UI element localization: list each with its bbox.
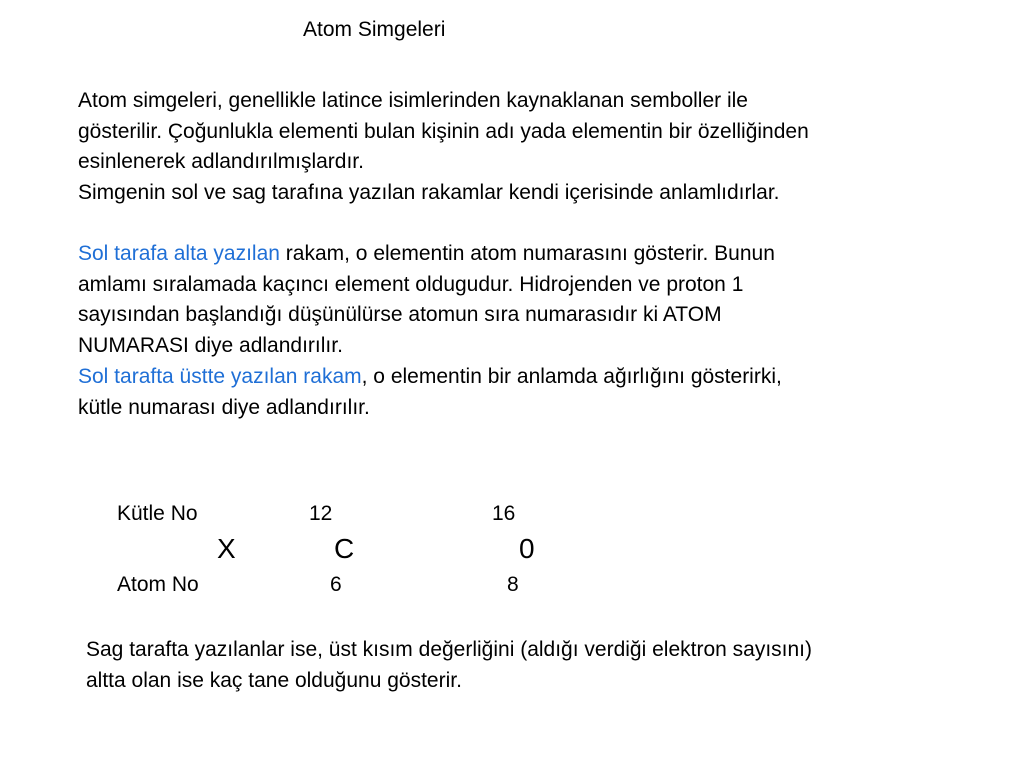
mass-number-line-1-rest: , o elementin bir anlamda ağırlığını gösterirki,: [361, 365, 782, 388]
oxygen-symbol: 0: [519, 533, 535, 564]
mass-number-paragraph: [78, 362, 978, 423]
atom-number-highlight: Sol tarafa alta yazılan: [78, 242, 280, 265]
atom-number-line-1: [78, 239, 978, 270]
page-title: Atom Simgeleri: [303, 18, 446, 41]
atomic-number-label: Atom No: [117, 573, 199, 596]
mass-number-line-1: [78, 362, 978, 393]
intro-line-4: Simgenin sol ve sag tarafına yazılan rakamlar kendi içerisinde anlamlıdırlar.: [78, 180, 780, 204]
atom-number-paragraph: [78, 239, 978, 361]
atom-number-line-1-rest: rakam, o elementin atom numarasını gösterir. Bunun: [279, 242, 775, 265]
oxygen-mass-number: 16: [492, 502, 516, 525]
atom-number-line-2: amlamı sıralamada kaçıncı element oldugudur. Hidrojenden ve proton 1: [78, 272, 744, 296]
carbon-atomic-number: 6: [330, 573, 342, 596]
intro-line-1: Atom simgeleri, genellikle latince isimlerinden kaynaklanan semboller ile: [78, 89, 748, 112]
intro-paragraph: [78, 86, 978, 208]
mass-number-line-2: kütle numarası diye adlandırılır.: [78, 395, 370, 419]
mass-number-label: Kütle No: [117, 502, 198, 525]
mass-number-highlight: Sol tarafta üstte yazılan rakam: [78, 365, 362, 388]
atom-number-line-3: sayısından başlandığı düşünülürse atomun sıra numarasıdır ki ATOM: [78, 303, 722, 327]
intro-line-2: gösterilir. Çoğunlukla elementi bulan kişinin adı yada elementin bir özelliğinden: [78, 119, 809, 143]
footer-paragraph: [86, 634, 1006, 696]
carbon-mass-number: 12: [309, 502, 333, 525]
atom-number-line-4: NUMARASI diye adlandırılır.: [78, 333, 343, 357]
intro-line-3: esinlenerek adlandırılmışlardır.: [78, 150, 364, 174]
carbon-symbol: C: [334, 533, 355, 564]
footer-line-1: Sag tarafta yazılanlar ise, üst kısım değerliğini (aldığı verdiği elektron sayısını): [86, 638, 812, 661]
oxygen-atomic-number: 8: [507, 573, 519, 596]
footer-line-2: altta olan ise kaç tane olduğunu gösterir.: [86, 669, 462, 692]
generic-element-symbol: X: [217, 533, 236, 564]
